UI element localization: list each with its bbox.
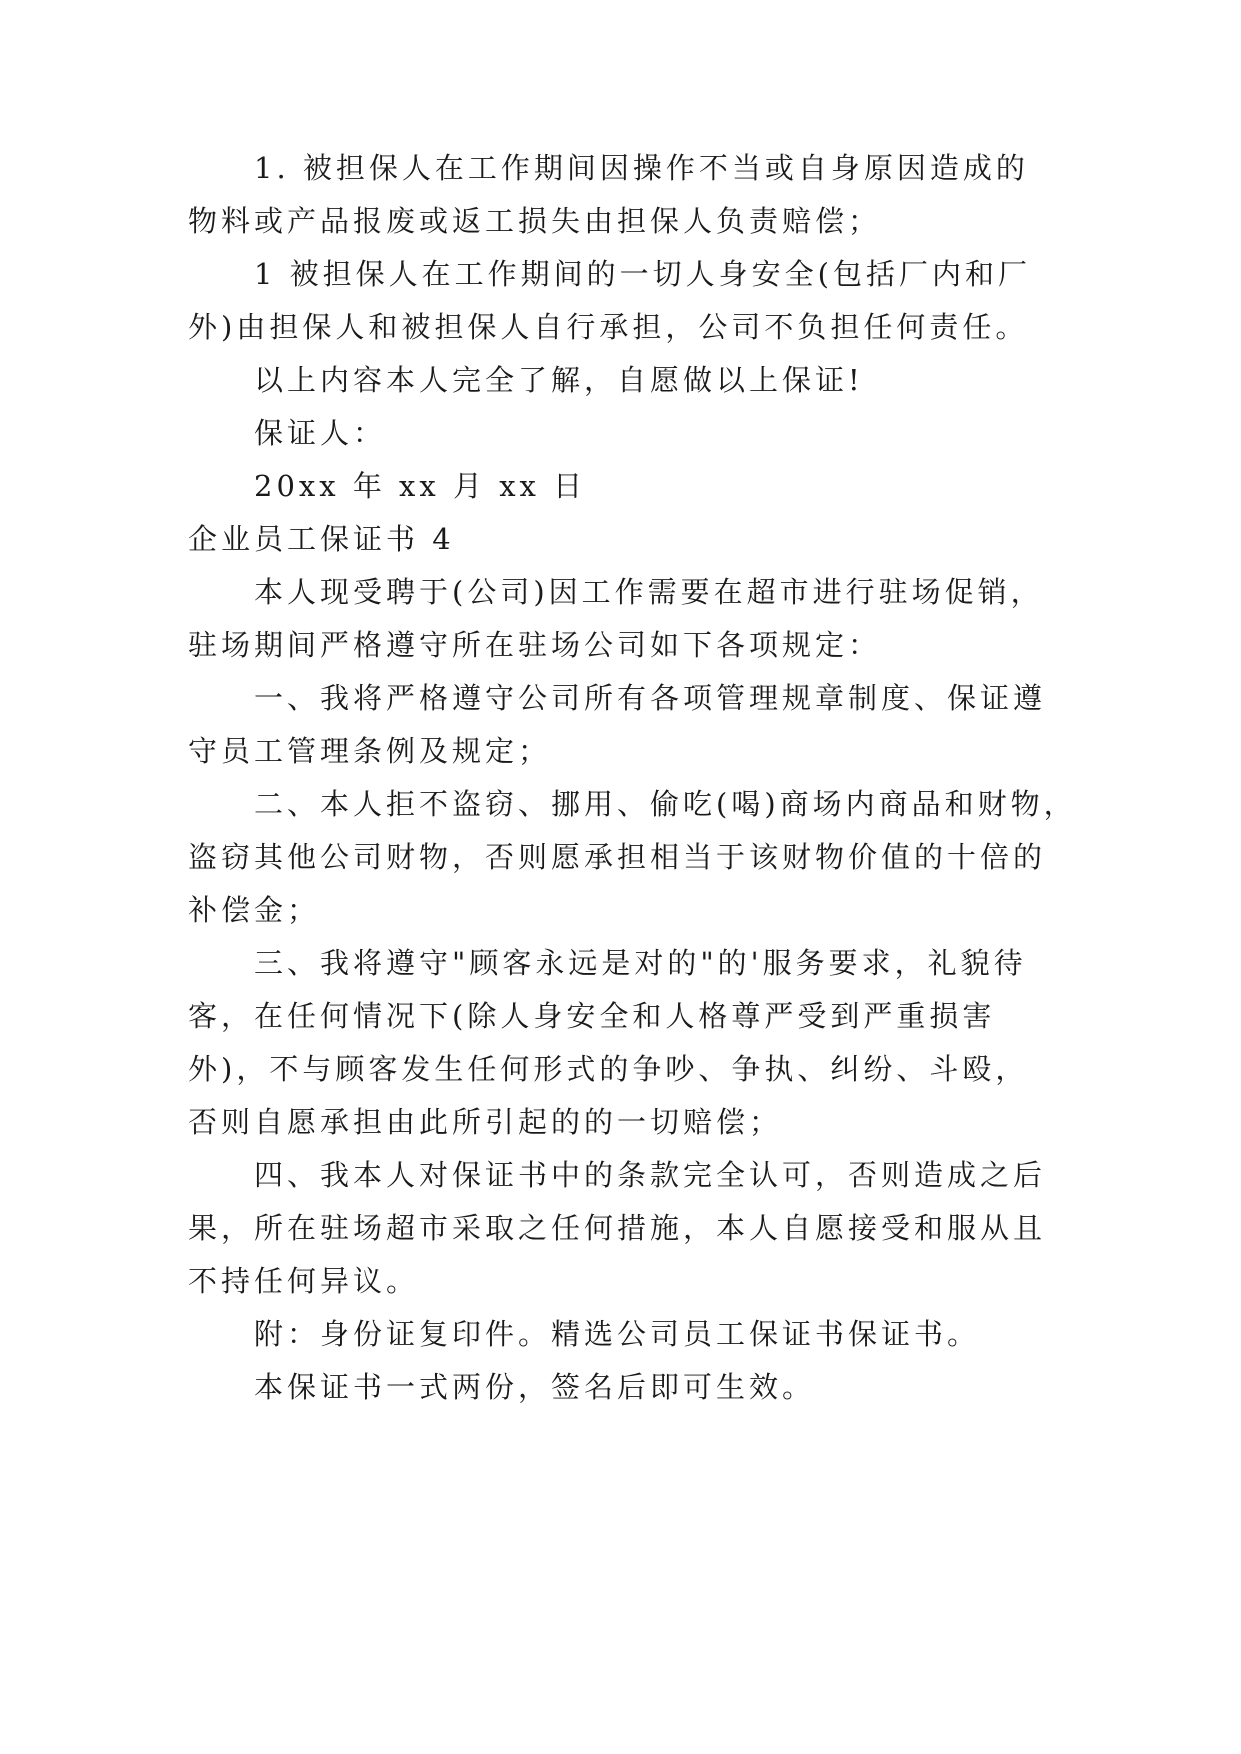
paragraph-line: 物料或产品报废或返工损失由担保人负责赔偿； [188, 204, 882, 238]
paragraph-line: 二、本人拒不盗窃、挪用、偷吃(喝)商场内商品和财物， [254, 787, 1077, 821]
paragraph-line: 四、我本人对保证书中的条款完全认可，否则造成之后 [254, 1158, 1047, 1192]
paragraph-line: 本保证书一式两份，签名后即可生效。 [254, 1370, 816, 1404]
paragraph-line: 否则自愿承担由此所引起的的一切赔偿； [188, 1105, 783, 1139]
paragraph-line: 客，在任何情况下(除人身安全和人格尊严受到严重损害 [188, 999, 996, 1033]
paragraph-line: 守员工管理条例及规定； [188, 734, 552, 768]
paragraph-line: 盗窃其他公司财物，否则愿承担相当于该财物价值的十倍的 [188, 840, 1047, 874]
paragraph-line: 三、我将遵守"顾客永远是对的"的'服务要求，礼貌待 [254, 946, 1027, 980]
paragraph-line: 附：身份证复印件。精选公司员工保证书保证书。 [254, 1317, 981, 1351]
paragraph-line: 本人现受聘于(公司)因工作需要在超市进行驻场促销， [254, 575, 1044, 609]
date-line: 20xx 年 xx 月 xx 日 [254, 469, 587, 503]
paragraph-line: 驻场期间严格遵守所在驻场公司如下各项规定： [188, 628, 882, 662]
paragraph-line: 1. 被担保人在工作期间因操作不当或自身原因造成的 [254, 151, 1029, 185]
signature-label: 保证人： [254, 416, 387, 450]
paragraph-line: 外)，不与顾客发生任何形式的争吵、争执、纠纷、斗殴， [188, 1052, 1029, 1086]
paragraph-line: 外)由担保人和被担保人自行承担，公司不负担任何责任。 [188, 310, 1029, 344]
paragraph-line: 补偿金； [188, 893, 321, 927]
paragraph-line: 1 被担保人在工作期间的一切人身安全(包括厂内和厂 [254, 257, 1031, 291]
paragraph-line: 不持任何异议。 [188, 1264, 420, 1298]
paragraph-line: 一、我将严格遵守公司所有各项管理规章制度、保证遵 [254, 681, 1047, 715]
paragraph-line: 果，所在驻场超市采取之任何措施，本人自愿接受和服从且 [188, 1211, 1047, 1245]
section-title: 企业员工保证书 4 [188, 522, 455, 556]
paragraph-line: 以上内容本人完全了解，自愿做以上保证! [254, 363, 864, 397]
